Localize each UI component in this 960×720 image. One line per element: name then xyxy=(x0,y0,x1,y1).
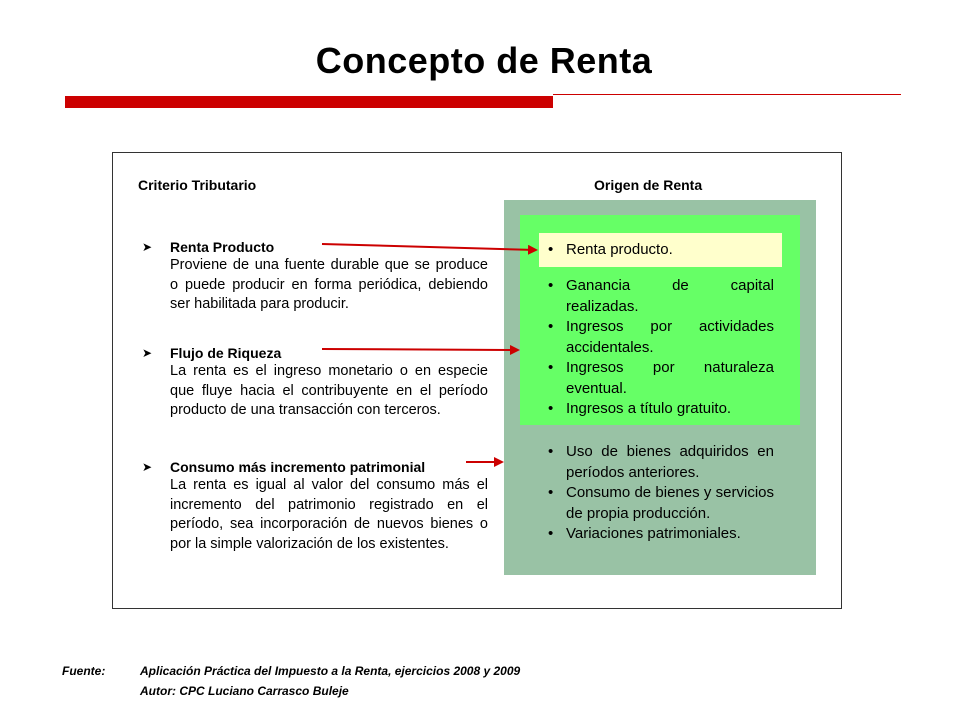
criterion-title: Flujo de Riqueza xyxy=(170,345,282,361)
right-column-header: Origen de Renta xyxy=(594,177,703,193)
list-item: • Consumo de bienes y servicios de propia producción. xyxy=(548,483,774,524)
list-item: • Variaciones patrimoniales. xyxy=(548,524,774,545)
criterion-description: La renta es el ingreso monetario o en especie que fluye hacia el contribuyente en el período producto de una transacción con terceros. xyxy=(170,363,488,418)
list-item: • Ganancia de capital realizadas. xyxy=(548,276,774,317)
arrow-flujo-riqueza xyxy=(322,349,518,350)
list-item: • Ingresos por naturaleza eventual. xyxy=(548,358,774,399)
list-item: • Renta producto. xyxy=(548,240,774,261)
arrowhead-bullet-icon: ➤ xyxy=(142,240,153,254)
criterion-description: Proviene de una fuente durable que se produce o puede producir en forma periódica, debiendo ser habilitada para producir. xyxy=(170,257,488,312)
criterion-title: Consumo más incremento patrimonial xyxy=(170,459,426,475)
footer-source xyxy=(62,664,520,678)
source-text: Aplicación Práctica del Impuesto a la Renta, ejercicios 2008 y 2009 xyxy=(140,664,521,678)
page-title: Concepto de Renta xyxy=(315,40,653,81)
list-item: • Uso de bienes adquiridos en períodos anteriores. xyxy=(548,442,774,483)
arrow-renta-producto xyxy=(322,244,536,250)
list-item: • Ingresos a título gratuito. xyxy=(548,399,774,420)
arrowhead-bullet-icon: ➤ xyxy=(142,460,153,474)
left-column-header: Criterio Tributario xyxy=(138,177,257,193)
source-label: Fuente: xyxy=(62,664,106,678)
arrowhead-bullet-icon: ➤ xyxy=(142,346,153,360)
footer-author: Autor: CPC Luciano Carrasco Buleje xyxy=(140,684,349,698)
criterion-description: La renta es igual al valor del consumo más el incremento del patrimonio registrado en el período, sea incorporación de nuevos bienes o por la simple valorización de los existentes. xyxy=(170,477,488,552)
criterion-title: Renta Producto xyxy=(170,239,275,255)
list-item: • Ingresos por actividades accidentales. xyxy=(548,317,774,358)
